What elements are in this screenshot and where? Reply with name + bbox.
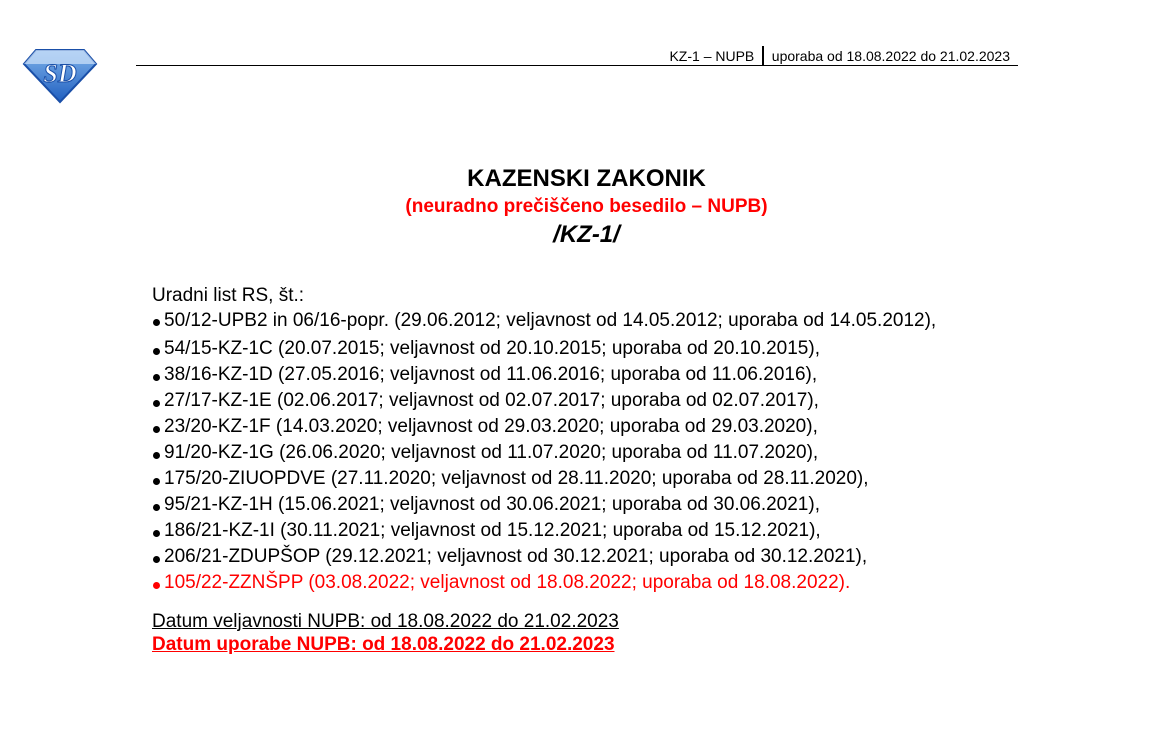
gazette-entry: 91/20-KZ-1G (26.06.2020; veljavnost od 11.07.2020; uporaba od 11.07.2020), (138, 440, 958, 466)
document-abbreviation: /KZ-1/ (553, 221, 620, 248)
gazette-label: Uradni list RS, št.: (152, 285, 305, 306)
bullet-icon (153, 400, 160, 407)
bullet-icon (153, 426, 160, 433)
gazette-entry: 175/20-ZIUOPDVE (27.11.2020; veljavnost od 28.11.2020; uporaba od 28.11.2020), (138, 466, 958, 492)
gazette-entry: 186/21-KZ-1I (30.11.2021; veljavnost od 15.12.2021; uporaba od 15.12.2021), (138, 518, 958, 544)
usage-date: Datum uporabe NUPB: od 18.08.2022 do 21.02.2023 (152, 634, 615, 655)
header-separator (762, 46, 764, 65)
title-block (0, 164, 1157, 250)
bullet-icon (153, 374, 160, 381)
bullet-icon (153, 348, 160, 355)
page-header (136, 46, 1018, 66)
bullet-icon (153, 319, 160, 326)
document-title: KAZENSKI ZAKONIK (467, 165, 706, 192)
header-doc-code: KZ-1 – NUPB (669, 48, 755, 64)
svg-text:SD: SD (43, 59, 77, 88)
gazette-entry: 54/15-KZ-1C (20.07.2015; veljavnost od 20.10.2015; uporaba od 20.10.2015), (138, 336, 958, 362)
gazette-section (138, 284, 958, 656)
gazette-entry: 95/21-KZ-1H (15.06.2021; veljavnost od 30.06.2021; uporaba od 30.06.2021), (138, 492, 958, 518)
validity-block (152, 610, 958, 656)
gazette-entry-latest: 105/22-ZZNŠPP (03.08.2022; veljavnost od 18.08.2022; uporaba od 18.08.2022). (138, 570, 958, 596)
bullet-icon (153, 478, 160, 485)
validity-date: Datum veljavnosti NUPB: od 18.08.2022 do 21.02.2023 (152, 611, 619, 632)
gazette-entry: 50/12-UPB2 in 06/16-popr. (29.06.2012; veljavnost od 14.05.2012; uporaba od 14.05.2012), (138, 310, 958, 332)
bullet-icon (153, 556, 160, 563)
gazette-entry: 206/21-ZDUPŠOP (29.12.2021; veljavnost od 30.12.2021; uporaba od 30.12.2021), (138, 544, 958, 570)
gazette-entry: 38/16-KZ-1D (27.05.2016; veljavnost od 11.06.2016; uporaba od 11.06.2016), (138, 362, 958, 388)
document-subtitle: (neuradno prečiščeno besedilo – NUPB) (405, 196, 768, 217)
publisher-logo-icon (22, 48, 98, 104)
bullet-icon (153, 530, 160, 537)
bullet-icon (153, 452, 160, 459)
bullet-icon (153, 504, 160, 511)
header-usage-period: uporaba od 18.08.2022 do 21.02.2023 (771, 48, 1010, 64)
gazette-entry: 23/20-KZ-1F (14.03.2020; veljavnost od 29.03.2020; uporaba od 29.03.2020), (138, 414, 958, 440)
bullet-icon (153, 582, 160, 589)
gazette-entry: 27/17-KZ-1E (02.06.2017; veljavnost od 02.07.2017; uporaba od 02.07.2017), (138, 388, 958, 414)
